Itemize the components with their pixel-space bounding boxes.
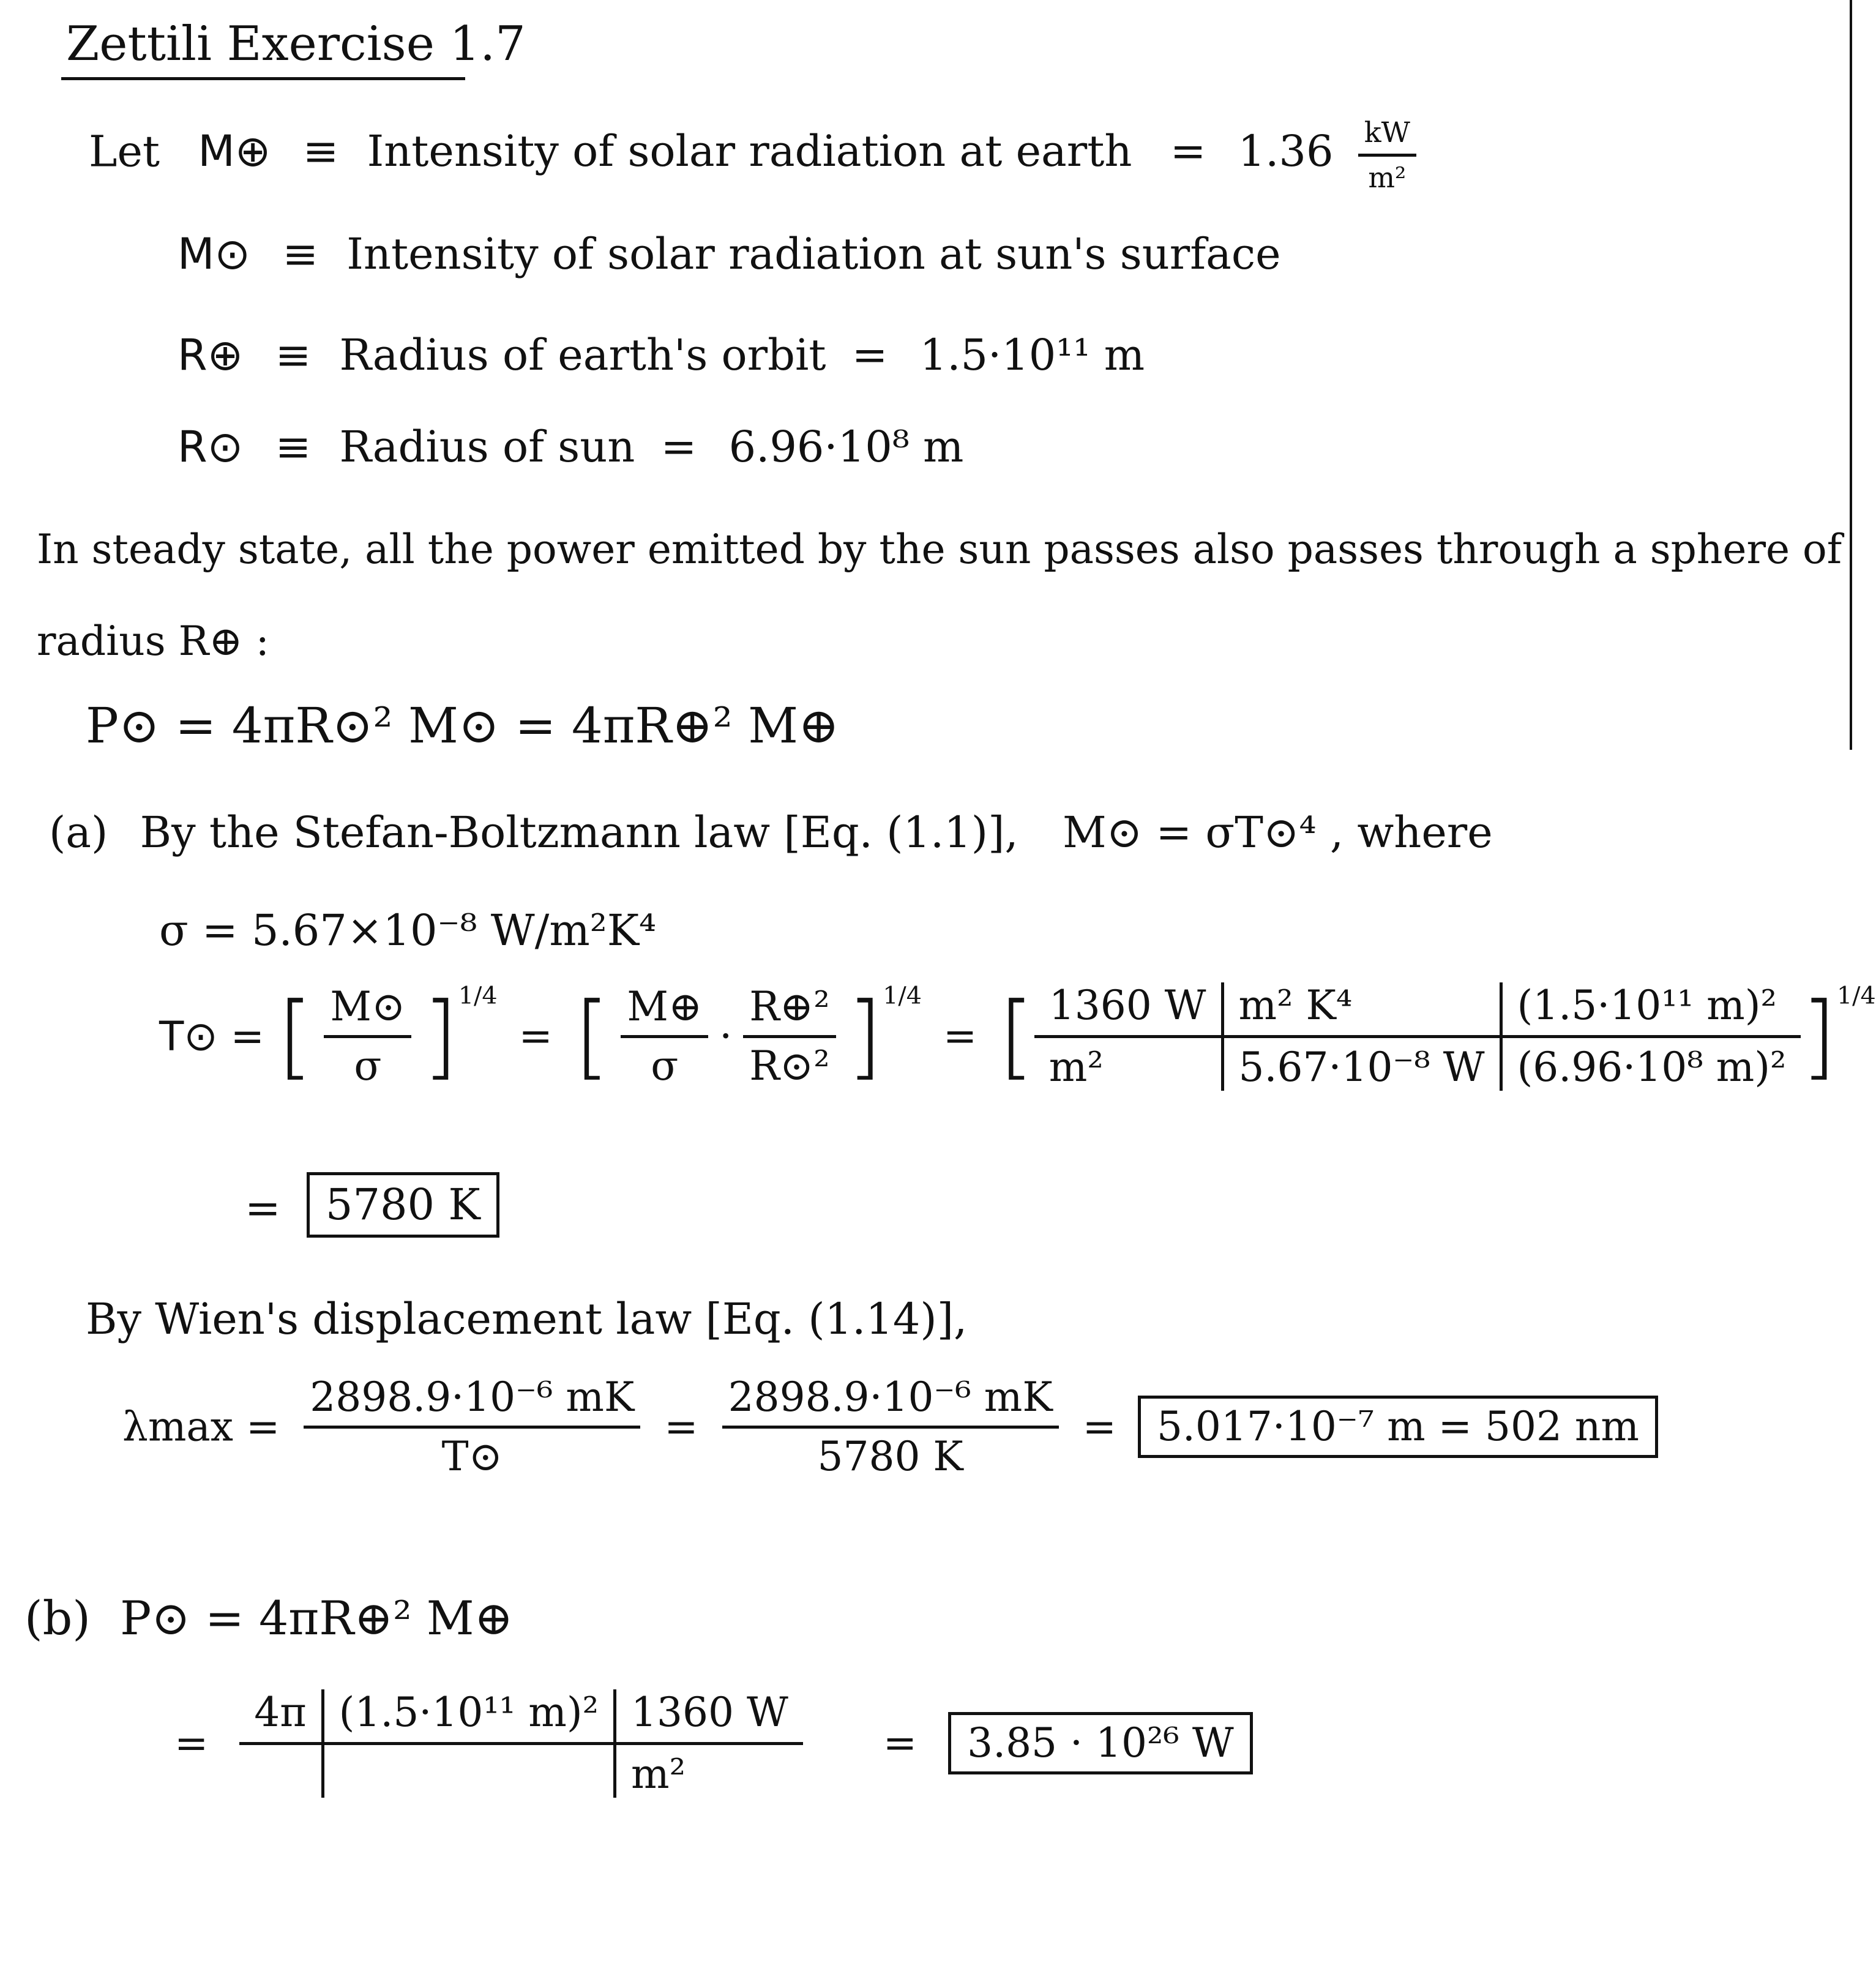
fraction-numerator: 2898.9·10⁻⁶ mK (722, 1374, 1059, 1429)
table-column-3 (613, 1689, 803, 1798)
left-bracket: [ (998, 983, 1034, 1090)
right-bracket: ] (846, 983, 883, 1090)
table-column-1 (1034, 982, 1221, 1091)
part-b-power-eq: P⊙ = 4πR⊕² M⊕ (120, 1591, 514, 1645)
equals-sign: = (518, 1012, 553, 1060)
table-cell: 1360 W (1034, 982, 1221, 1038)
fraction-numerator: 2898.9·10⁻⁶ mK (304, 1374, 640, 1429)
where-text: , where (1329, 807, 1493, 858)
left-bracket: [ (277, 983, 313, 1090)
right-bracket: ] (1801, 983, 1837, 1090)
equals-sign: = (174, 1719, 209, 1767)
symbol-m-earth: M⊕ (198, 126, 271, 177)
stefan-relation: M⊙ = σT⊙⁴ (1062, 807, 1317, 858)
title-underline (61, 77, 465, 80)
fraction-numerator: M⊕ (621, 984, 708, 1038)
table-column-2 (321, 1689, 613, 1798)
part-b-equation (24, 1591, 513, 1645)
part-a-intro-text: By the Stefan-Boltzmann law [Eq. (1.1)], (140, 807, 1018, 858)
wien-formula (122, 1374, 1658, 1480)
left-bracket: [ (574, 983, 610, 1090)
dot-operator: · (719, 1012, 733, 1060)
fraction-m-sun-over-sigma (324, 984, 411, 1090)
equiv-sign: ≡ (282, 229, 318, 279)
symbol-r-sun: R⊙ (178, 422, 244, 472)
equiv-sign: ≡ (302, 126, 339, 177)
wien-fraction-numeric (722, 1374, 1059, 1480)
equals-sign: = (664, 1403, 698, 1451)
boxed-result-power: 3.85 · 10²⁶ W (948, 1712, 1253, 1774)
wien-fraction-symbolic (304, 1374, 640, 1480)
power-equation: P⊙ = 4πR⊙² M⊙ = 4πR⊕² M⊕ (86, 697, 840, 754)
table-column-3 (1500, 982, 1801, 1091)
fraction-numerator: M⊙ (324, 984, 411, 1038)
equiv-sign: ≡ (275, 422, 312, 472)
table-cell: m² K⁴ (1224, 982, 1500, 1038)
definition-text: Radius of earth's orbit (339, 330, 826, 380)
part-b-label: (b) (24, 1591, 91, 1645)
table-column-2 (1221, 982, 1500, 1091)
sigma-value: σ = 5.67×10⁻⁸ W/m²K⁴ (159, 905, 657, 955)
equals-sign: = (1082, 1403, 1116, 1451)
fraction-denominator: 5780 K (817, 1432, 963, 1480)
temperature-result (245, 1172, 499, 1238)
equals-sign: = (245, 1183, 281, 1233)
right-bracket: ] (422, 983, 458, 1090)
table-cell: 5.67·10⁻⁸ W (1238, 1043, 1485, 1091)
wien-intro: By Wien's displacement law [Eq. (1.14)], (86, 1294, 968, 1344)
table-cell: (6.96·10⁸ m)² (1517, 1043, 1787, 1091)
fraction-denominator: T⊙ (441, 1432, 503, 1480)
part-a-label: (a) (49, 807, 108, 858)
unit-fraction (1358, 116, 1416, 194)
part-b-calculation (174, 1689, 1253, 1798)
let-keyword: Let (89, 126, 160, 177)
equals-sign: = (660, 422, 697, 472)
equals-sign: = (851, 330, 888, 380)
lambda-max-lhs: λmax = (122, 1403, 280, 1451)
fraction-denominator: σ (651, 1042, 679, 1090)
fraction-radius-ratio (743, 984, 835, 1090)
symbol-m-sun: M⊙ (178, 229, 251, 279)
table-cell-empty (239, 1745, 321, 1794)
fraction-denominator: R⊙² (749, 1042, 830, 1090)
table-column-1 (239, 1689, 321, 1798)
definition-earth-intensity (89, 116, 1427, 194)
definition-text: Radius of sun (339, 422, 635, 472)
definition-earth-orbit (178, 331, 1145, 380)
fraction-m-earth-over-sigma (621, 984, 708, 1090)
table-cell: (1.5·10¹¹ m)² (324, 1689, 613, 1745)
unit-conversion-table (1034, 982, 1801, 1091)
table-cell: (1.5·10¹¹ m)² (1503, 982, 1801, 1038)
table-cell-empty (324, 1745, 613, 1794)
boxed-result-temperature: 5780 K (307, 1172, 499, 1238)
power-table (239, 1689, 803, 1798)
exponent-quarter: 1/4 (883, 982, 922, 1010)
definition-sun-intensity (178, 230, 1281, 279)
definition-value: 6.96·10⁸ m (728, 422, 964, 472)
boxed-result-wavelength: 5.017·10⁻⁷ m = 502 nm (1138, 1396, 1658, 1458)
fraction-numerator: R⊕² (743, 984, 835, 1038)
symbol-r-earth: R⊕ (178, 330, 244, 380)
steady-state-line-2: radius R⊕ : (37, 618, 269, 665)
definition-text: Intensity of solar radiation at earth (367, 126, 1132, 177)
table-cell: 4π (239, 1689, 321, 1745)
equiv-sign: ≡ (275, 330, 312, 380)
equals-sign: = (1170, 126, 1206, 177)
equals-sign: = (883, 1719, 917, 1767)
definition-text: Intensity of solar radiation at sun's surface (346, 229, 1281, 279)
fraction-denominator: σ (354, 1042, 382, 1090)
equals-sign: = (943, 1012, 977, 1060)
definition-sun-radius (178, 422, 963, 472)
table-cell: m² (1048, 1043, 1104, 1091)
table-cell: m² (631, 1750, 686, 1798)
exponent-quarter: 1/4 (458, 982, 498, 1010)
exponent-quarter: 1/4 (1836, 982, 1876, 1010)
temperature-formula (159, 982, 1876, 1091)
t-sun-lhs: T⊙ = (159, 1012, 264, 1060)
page-title: Zettili Exercise 1.7 (66, 17, 526, 72)
definition-value: 1.5·10¹¹ m (919, 330, 1145, 380)
definition-value: 1.36 (1238, 126, 1334, 177)
table-cell: 1360 W (616, 1689, 803, 1745)
right-margin-rule (1850, 0, 1852, 750)
unit-denominator: m² (1368, 160, 1407, 194)
steady-state-line-1: In steady state, all the power emitted by the sun passes also passes through a sphere of (37, 526, 1842, 573)
part-a-intro (49, 808, 1493, 858)
unit-numerator: kW (1358, 116, 1416, 157)
